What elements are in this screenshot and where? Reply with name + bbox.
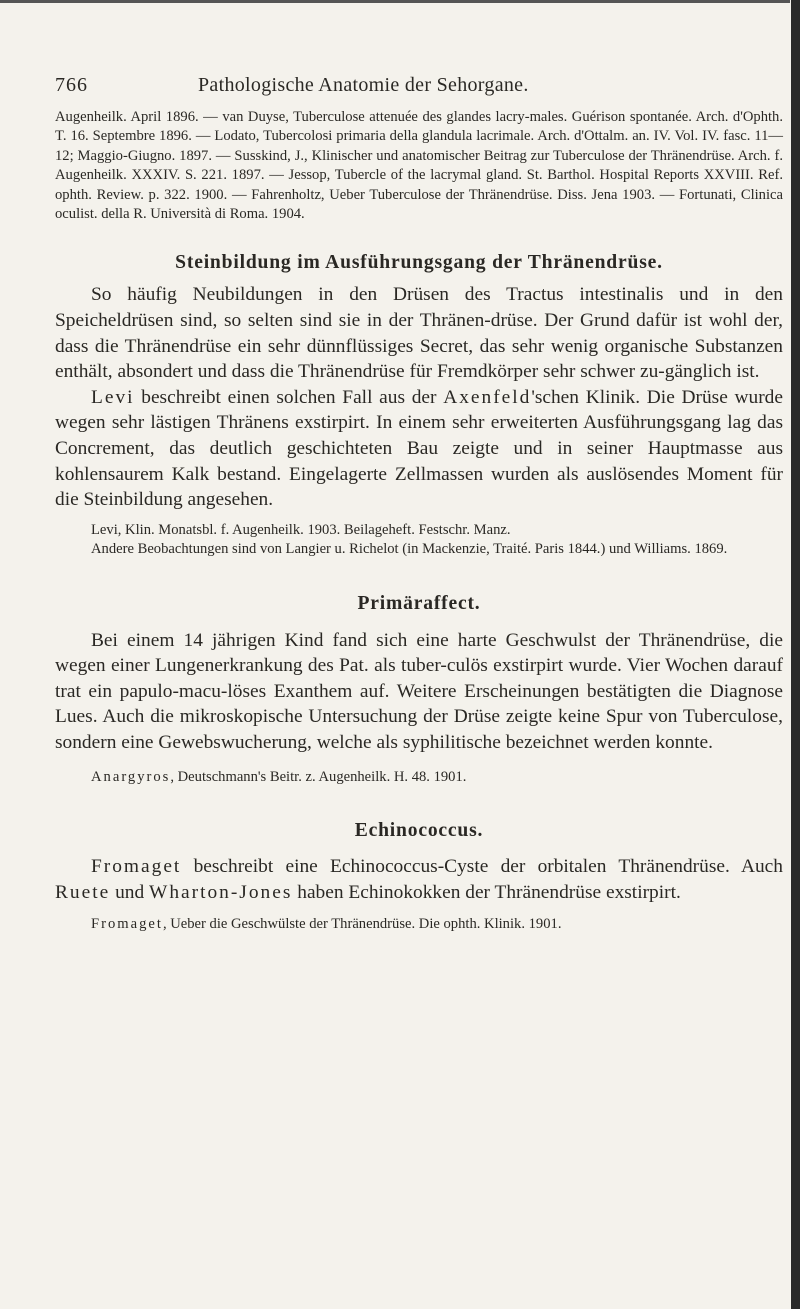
reference-other: Andere Beobachtungen sind von Langier u. Richelot (in Mackenzie, Traité. Paris 1844.) und Williams. 1869. [91, 541, 728, 558]
page [55, 74, 783, 935]
running-title: Pathologische Anatomie der Sehorgane. [198, 74, 529, 96]
reference-levi: Levi, Klin. Monatsbl. f. Augenheilk. 1903. Beilageheft. Festschr. Manz. [91, 521, 511, 538]
page-header [55, 74, 783, 108]
references-tuberculose: Augenheilk. April 1896. — van Duyse, Tuberculose attenuée des glandes lacry-males. Guérison spontanée. Arch. d'Ophth. T. 16. Septembre 1896. — Lodato, Tubercolosi primaria della glandula lacrimale. Arch. d'Ottalm. an. IV. Vol. IV. fasc. 11—12; Maggio-Giugno. 1897. — Susskind, J., Klinischer und anatomischer Beitrag zur Tuberculose der Thränendrüse. Arch. f. Augenheilk. XXXIV. S. 221. 1897. — Jessop, Tubercle of the lacrymal gland. St. Barthol. Hospital Reports XXVIII. Ref. ophth. Review. p. 322. 1900. — Fahrenholtz, Ueber Tuberculose der Thränendrüse. Diss. Jena 1903. — Fortunati, Clinica oculist. della R. Università di Roma. 1904. [55, 109, 783, 223]
author-fromaget-ref: Fromaget [91, 916, 163, 933]
page-number: 766 [55, 74, 88, 96]
text-span: beschreibt eine Echinococcus-Cyste der orbitalen Thränendrüse. Auch [181, 855, 783, 877]
top-rule [0, 0, 790, 3]
paragraph-echinococcus [55, 854, 783, 905]
paragraph-steinbildung-2 [55, 385, 783, 513]
paragraph-primaeraffect: Bei einem 14 jährigen Kind fand sich eine harte Geschwulst der Thränendrüse, die wegen einer Lungenerkrankung des Pat. als tuber-culös exstirpirt wurde. Vier Wochen darauf trat ein papulo-macu-löses Exanthem auf. Weitere Erscheinungen bestätigten die Diagnose Lues. Auch die mikroskopische Untersuchung der Drüse zeigte keine Spur von Tuberculose, sondern eine Gewebswucherung, welche als syphilitische bezeichnet werden konnte. [55, 629, 783, 753]
text-span: 'schen Klinik. Die Drüse wurde wegen sehr lästigen Thränens exstirpirt. In einem sehr erweiterten Ausführungsgang lag das Concrement, das deutlich geschichteten Bau zeigte und in seiner Hauptmasse aus kohlensaurem Kalk bestand. Eingelagerte Zellmassen wurden als auslösendes Moment für die Steinbildung angesehen. [55, 386, 783, 511]
reference-anargyros [55, 768, 783, 787]
text-span: und [110, 881, 150, 903]
heading-primaeraffect: Primäraffect. [357, 592, 481, 614]
author-anargyros: Anargyros [91, 768, 171, 785]
paragraph-steinbildung-1: So häufig Neubildungen in den Drüsen des Tractus intestinalis und in den Speicheldrüsen sind, so selten sind sie in der Thränen-drüse. Der Grund dafür ist wohl der, dass die Thränendrüse ein sehr dünnflüssiges Secret, das sehr wenig organische Substanzen enthält, absondert und dass die Thränendrüse für Fremdkörper sehr schwer zu-gänglich ist. [55, 284, 783, 383]
heading-echinococcus: Echinococcus. [354, 819, 484, 841]
text-span: haben Echinokokken der Thränendrüse exstirpirt. [292, 881, 681, 903]
reference-fromaget [55, 915, 783, 934]
author-fromaget: Fromaget [91, 855, 182, 877]
text-span: beschreibt einen solchen Fall aus der [134, 386, 444, 408]
text-span: , Deutschmann's Beitr. z. Augenheilk. H. 48. 1901. [170, 768, 467, 785]
author-levi: Levi [91, 386, 135, 408]
text-span: , Ueber die Geschwülste der Thränendrüse. Die ophth. Klinik. 1901. [162, 916, 562, 933]
author-wharton-jones: Wharton-Jones [149, 881, 293, 903]
author-axenfeld: Axenfeld [443, 386, 532, 408]
author-ruete: Ruete [55, 881, 111, 903]
heading-steinbildung: Steinbildung im Ausführungsgang der Thränendrüse. [175, 252, 663, 274]
page-edge [791, 0, 800, 1309]
